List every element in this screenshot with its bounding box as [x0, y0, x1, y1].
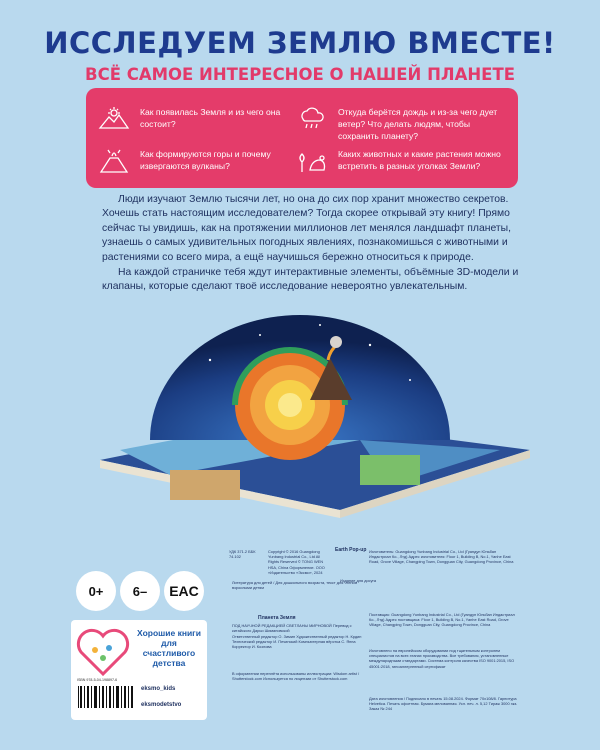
- mountain-sun-icon: [98, 106, 130, 132]
- print-info: Дата изготовления / Подписано в печать 15.08.2024. Формат 70х108/8. Гарнитура Helvetica. Печать офсетная. Бумага мелованная. Усл. печ. л. 5,12 Тираж 3000 экз. Заказ № 244: [369, 696, 518, 712]
- cloud-rain-icon: [296, 106, 328, 132]
- book-title: Планета Земля: [258, 615, 296, 621]
- question-item: [98, 106, 305, 132]
- page-title: ИССЛЕДУЕМ ЗЕМЛЮ ВМЕСТЕ!: [44, 26, 556, 60]
- series-info: ПОД НАУЧНОЙ РЕДАКЦИЕЙ СВЕТЛАНЫ МИРНОВОЙ Перевод с китайского Дарьи Шимановской: [232, 623, 352, 634]
- question-text: Как появилась Земля и из чего она состоит?: [140, 107, 281, 129]
- popup-book-illustration: [60, 300, 540, 530]
- question-text: Каких животных и какие растения можно встретить в разных уголках Земли?: [338, 149, 501, 171]
- age-info: Издание для досуга: [340, 578, 377, 583]
- library-codes: УДК 371.2 ББК 74.102: [229, 549, 256, 560]
- question-text: Откуда берётся дождь и из-за чего дует ветер? Что делать людям, чтобы сохранить планету?: [338, 107, 498, 141]
- eac-mark: EAC: [164, 571, 204, 611]
- manufacturer-info: Изготовитель: Guangdong Yunbang Industrial Co., Ltd (Гуандун Юньбан Индастриал Ко., Лтд) Адрес изготовителя: Floor 1, Building B, No.1, Yanhe East Road, Grove Village, Changping Town, Dongguan City, Guangdong Province, China: [369, 549, 514, 565]
- page-subtitle: ВСЁ САМОЕ ИНТЕРЕСНОЕ О НАШЕЙ ПЛАНЕТЕ: [85, 65, 515, 84]
- age-rating-badge: 0+: [76, 571, 116, 611]
- publication-info: Литература для детей / Для дошкольного возраста, текст для чтения взрослыми детям: [232, 580, 357, 591]
- questions-box: [86, 88, 518, 188]
- social-handle[interactable]: eksmodetstvo: [141, 702, 182, 708]
- age-rating-badge-2: 6–: [120, 571, 160, 611]
- supplier-info: Поставщик: Guangdong Yunbang Industrial Co., Ltd (Гуандун Юньбан Индастриал Ко., Лтд) Адрес поставщика: Floor 1, Building B, No.1, Yanhe East Road, Grove Village, Changping Town, Dongguan City, Guangdong Province, China: [369, 612, 515, 628]
- question-item: [296, 106, 503, 142]
- question-item: [296, 148, 503, 174]
- original-title: Earth Pop-up: [335, 547, 367, 553]
- isbn-text: ISBN 978-5-04-198897-6: [77, 678, 118, 682]
- barcode: [77, 682, 135, 712]
- editors-list: Ответственный редактор О. Зимин Художественный редактор Н. Крдин Технический редактор И. Печинский Компьютерная вёрстка С. Яппа Корректор И. Козлова: [232, 634, 362, 650]
- quality-info: Изготовлено на европейском оборудовании под тщательным контролем специалистов на всех этапах производства. Все требования, установленные международными стандартами. Система контроля качества ISO 9001:2015, ISO 45001:2018, гипоаллергенный сертификат: [369, 648, 515, 669]
- intro-paragraph: Люди изучают Землю тысячи лет, но она до сих пор хранит множество секретов. Хочешь стать настоящим исследователем? Тогда скорее открывай эту книгу! Прямо сейчас ты увидишь, как на протяжении миллионов лет менялся ландшафт планеты, узнаешь о самых удивительных погодных явлениях, познакомишься с животными и растениями со всего мира, а ещё научишься бережно относиться к природе.: [102, 194, 512, 263]
- animal-plant-icon: [296, 148, 328, 174]
- question-text: Как формируются горы и почему извергаются вулканы?: [140, 149, 271, 171]
- rights-info: В оформлении переплёта использованы иллюстрации: Wisdom artist / Shutterstock.com Используется по лицензии от Shutterstock.com: [232, 671, 360, 682]
- good-books-slogan: Хорошие книги для счастливого детства: [137, 628, 201, 668]
- copyright-text: Copyright © 2016 Guangdong Yunbang Industrial Co., Ltd All Rights Reserved © TONG WEN HSA, China Оформление. ООО «Издательство «Эксмо», 2024: [268, 549, 325, 575]
- social-handle[interactable]: eksmo_kids: [141, 686, 176, 692]
- publisher-card: [71, 620, 207, 720]
- heart-logo-icon: [75, 626, 131, 678]
- volcano-icon: [98, 148, 130, 174]
- features-paragraph: На каждой страничке тебя ждут интерактивные элементы, объёмные 3D-модели и клапаны, которые сделают твоё исследование невероятно увлекательным.: [102, 267, 519, 293]
- question-item: [98, 148, 305, 174]
